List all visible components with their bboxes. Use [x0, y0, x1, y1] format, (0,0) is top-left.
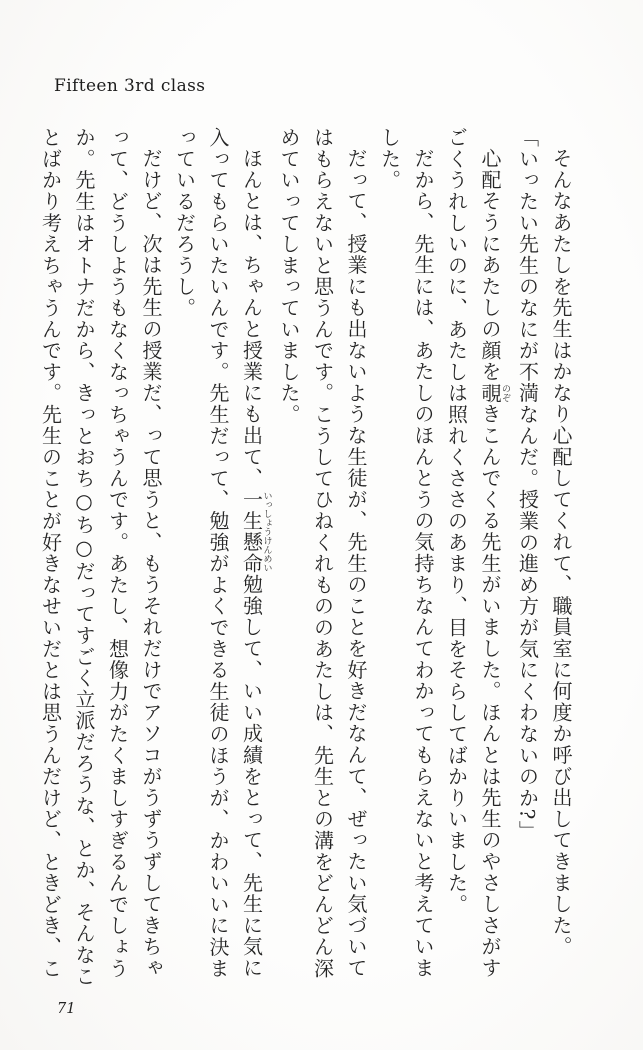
text-line: だけど、次は先生の授業だ、って思うと、もうそれだけでアソコがうずうずしてきちゃ: [139, 148, 163, 979]
furigana-ruby: 一生懸命いっしょうけんめい: [239, 489, 272, 575]
text-line: 入ってもらいたいんです。先生だって、勉強がよくできる生徒のほうが、かわいいに決ま: [206, 127, 230, 979]
text-line: 「いったい先生のなにが不満なんだ。授業の進め方が気にくわないのか?」: [515, 127, 540, 842]
text-line: はもらえないと思うんです。こうしてひねくれもののあたしは、先生との溝をどんどん深: [310, 127, 335, 979]
text-line: そんなあたしを先生はかなり心配してくれて、職員室に何度か呼び出してきました。: [549, 148, 573, 958]
text-line: ほんとは、ちゃんと授業にも出て、一生懸命いっしょうけんめい勉強して、いい成績をとって、先生に気に: [239, 148, 272, 980]
furigana-ruby: 覗のぞ: [478, 382, 510, 404]
text-line: 心配そうにあたしの顔を覗のぞきこんでくる先生がいました。ほんとは先生のやさしさがす: [478, 148, 510, 980]
running-header: Fifteen 3rd class: [54, 76, 206, 96]
text-line: か。先生はオトナだから、きっとおち○ち○だってすごく立派だろうな、とか、そんなこ: [72, 127, 96, 987]
body-text: [33, 127, 577, 989]
text-line: とばかり考えちゃうんです。先生のことが好きなせいだとは思うんだけど、ときどき、こ: [38, 127, 63, 979]
text-line: めていってしまっていました。: [277, 127, 301, 426]
text-line: した。: [377, 127, 402, 191]
text-line: だから、先生には、あたしのほんとうの気持ちなんてわかってもらえないと考えていま: [411, 148, 435, 979]
text-line: ごくうれしいのに、あたしは照れくささのあまり、目をそらしてばかりいました。: [444, 127, 469, 916]
page-number: 71: [57, 1001, 76, 1017]
text-line: っているだろうし。: [172, 127, 197, 319]
text-line: だって、授業にも出ないような生徒が、先生のことを好きだなんて、ぜったい気づいて: [344, 148, 368, 979]
text-line: って、どうしようもなくなっちゃうんです。あたし、想像力がたくましすぎるんでしょう: [105, 127, 130, 979]
